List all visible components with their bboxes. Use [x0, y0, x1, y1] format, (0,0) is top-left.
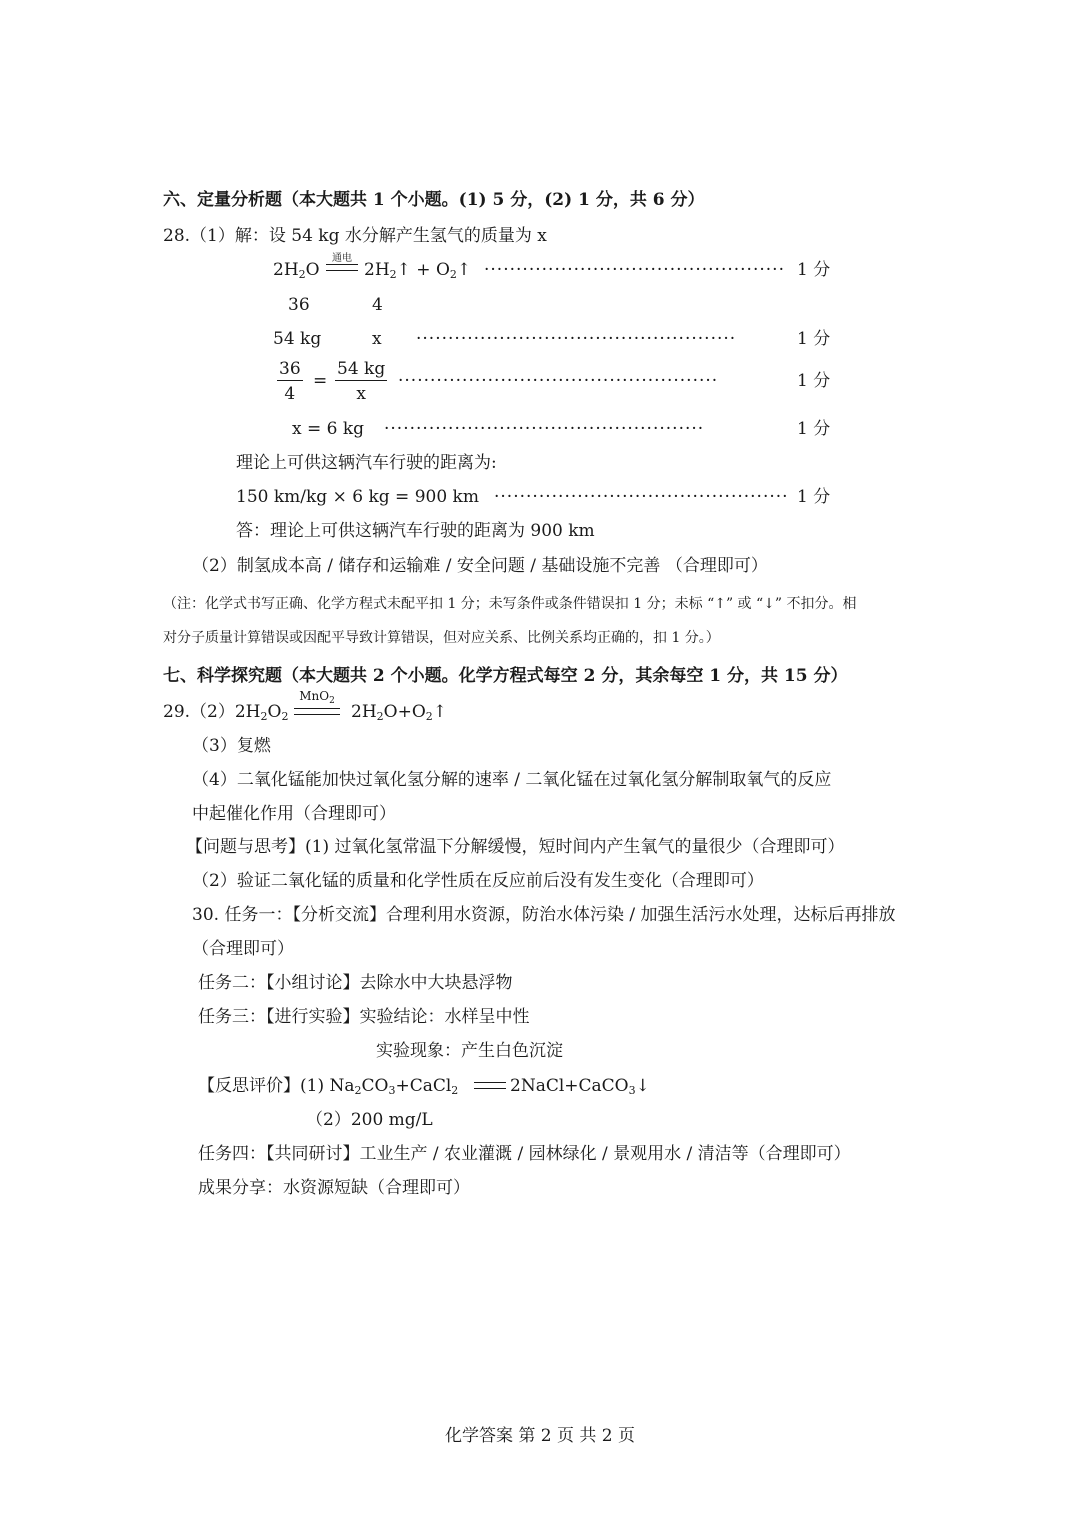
q30-task-3-phenomenon: 实验现象：产生白色沉淀 [376, 1041, 563, 1061]
q28-equation-condition: 通电 [326, 254, 358, 271]
q28-mass-2: 4 [372, 295, 383, 315]
q30-task-1-line-1: 30. 任务一：【分析交流】合理利用水资源，防治水体污染 / 加强生活污水处理，达标后再排放 [192, 905, 896, 925]
dot-leader: ··············································· [484, 260, 785, 280]
q28-equation-right: $2H_2↑$ + $O_2↑$ [364, 260, 472, 281]
dot-leader: ·················································· [384, 419, 705, 439]
q30-task-4: 任务四：【共同研讨】工业生产 / 农业灌溉 / 园林绿化 / 景观用水 / 清洁等（合理即可） [198, 1144, 851, 1164]
dot-leader: ·············································· [494, 487, 789, 507]
section-6-title: 六、定量分析题（本大题共 1 个小题。(1) 5 分，(2) 1 分，共 6 分） [163, 190, 705, 210]
q30-task-1-line-2: （合理即可） [192, 939, 294, 959]
q28-answer: 答：理论上可供这辆汽车行驶的距离为 900 km [236, 521, 595, 541]
q28-equals: = [313, 371, 328, 391]
section-7-title: 七、科学探究题（本大题共 2 个小题。化学方程式每空 2 分，其余每空 1 分，共 15 分） [163, 666, 848, 686]
q28-intro: 28.（1）解：设 54 kg 水分解产生氢气的质量为 x [163, 226, 547, 246]
q29-think-2: （2）验证二氧化锰的质量和化学性质在反应前后没有发生变化（合理即可） [192, 871, 764, 891]
q30-reflection-equation-left: 【反思评价】(1) $Na_2CO_3+CaCl_2$ [198, 1076, 459, 1097]
score-label: 1 分 [797, 260, 831, 280]
q28-part-2: （2）制氢成本高 / 储存和运输难 / 安全问题 / 基础设施不完善 （合理即可） [192, 556, 768, 576]
dot-leader: ·················································· [416, 329, 737, 349]
q28-mass-1: 36 [288, 295, 310, 315]
q28-fraction-1: $\frac{36}{4}$ [279, 359, 301, 404]
q28-note-line-2: 对分子质量计算错误或因配平导致计算错误，但对应关系、比例关系均正确的，扣 1 分。） [163, 630, 720, 646]
q28-given-2: x [372, 329, 382, 349]
q30-reflection-equation-right: 2NaCl+CaCO$_3$↓ [510, 1076, 650, 1097]
q28-note-line-1: （注：化学式书写正确、化学方程式未配平扣 1 分；未写条件或条件错误扣 1 分；未标 “↑” 或 “↓” 不扣分。相 [163, 596, 857, 612]
q28-equation-left: $2H_2O$ [273, 260, 320, 281]
q29-think-1: 【问题与思考】(1) 过氧化氢常温下分解缓慢，短时间内产生氧气的量很少（合理即可） [186, 837, 845, 857]
score-label: 1 分 [797, 371, 831, 391]
dot-leader: ·················································· [398, 371, 719, 391]
q29-equation-left: $29.(2)2H_2O_2$ [163, 702, 289, 723]
q29-part-4-line-2: 中起催化作用（合理即可） [192, 804, 396, 824]
q30-task-3-conclusion: 任务三：【进行实验】实验结论：水样呈中性 [198, 1007, 530, 1027]
q29-equation-condition: MnO$_2$ [294, 690, 340, 715]
q29-equation-right: $2H_2O+O_2↑$ [351, 702, 448, 723]
q29-part-3: （3）复燃 [192, 736, 271, 756]
q28-calc: 150 km/kg × 6 kg = 900 km [236, 487, 479, 507]
q28-fraction-2: $\frac{54 kg}{x}$ [337, 359, 386, 404]
q28-text-1: 理论上可供这辆汽车行驶的距离为: [236, 453, 497, 473]
score-label: 1 分 [797, 329, 831, 349]
q30-reflection-equation-bars [474, 1082, 506, 1089]
q29-part-4-line-1: （4）二氧化锰能加快过氧化氢分解的速率 / 二氧化锰在过氧化氢分解制取氧气的反应 [192, 770, 832, 790]
score-label: 1 分 [797, 419, 831, 439]
q30-share: 成果分享：水资源短缺（合理即可） [198, 1178, 470, 1198]
score-label: 1 分 [797, 487, 831, 507]
page-footer: 化学答案 第 2 页 共 2 页 [444, 1426, 636, 1446]
q30-reflection-2: （2）200 mg/L [306, 1110, 433, 1130]
q28-result: x = 6 kg [292, 419, 365, 439]
q30-task-2: 任务二：【小组讨论】去除水中大块悬浮物 [198, 973, 513, 993]
q28-given-1: 54 kg [273, 329, 322, 349]
